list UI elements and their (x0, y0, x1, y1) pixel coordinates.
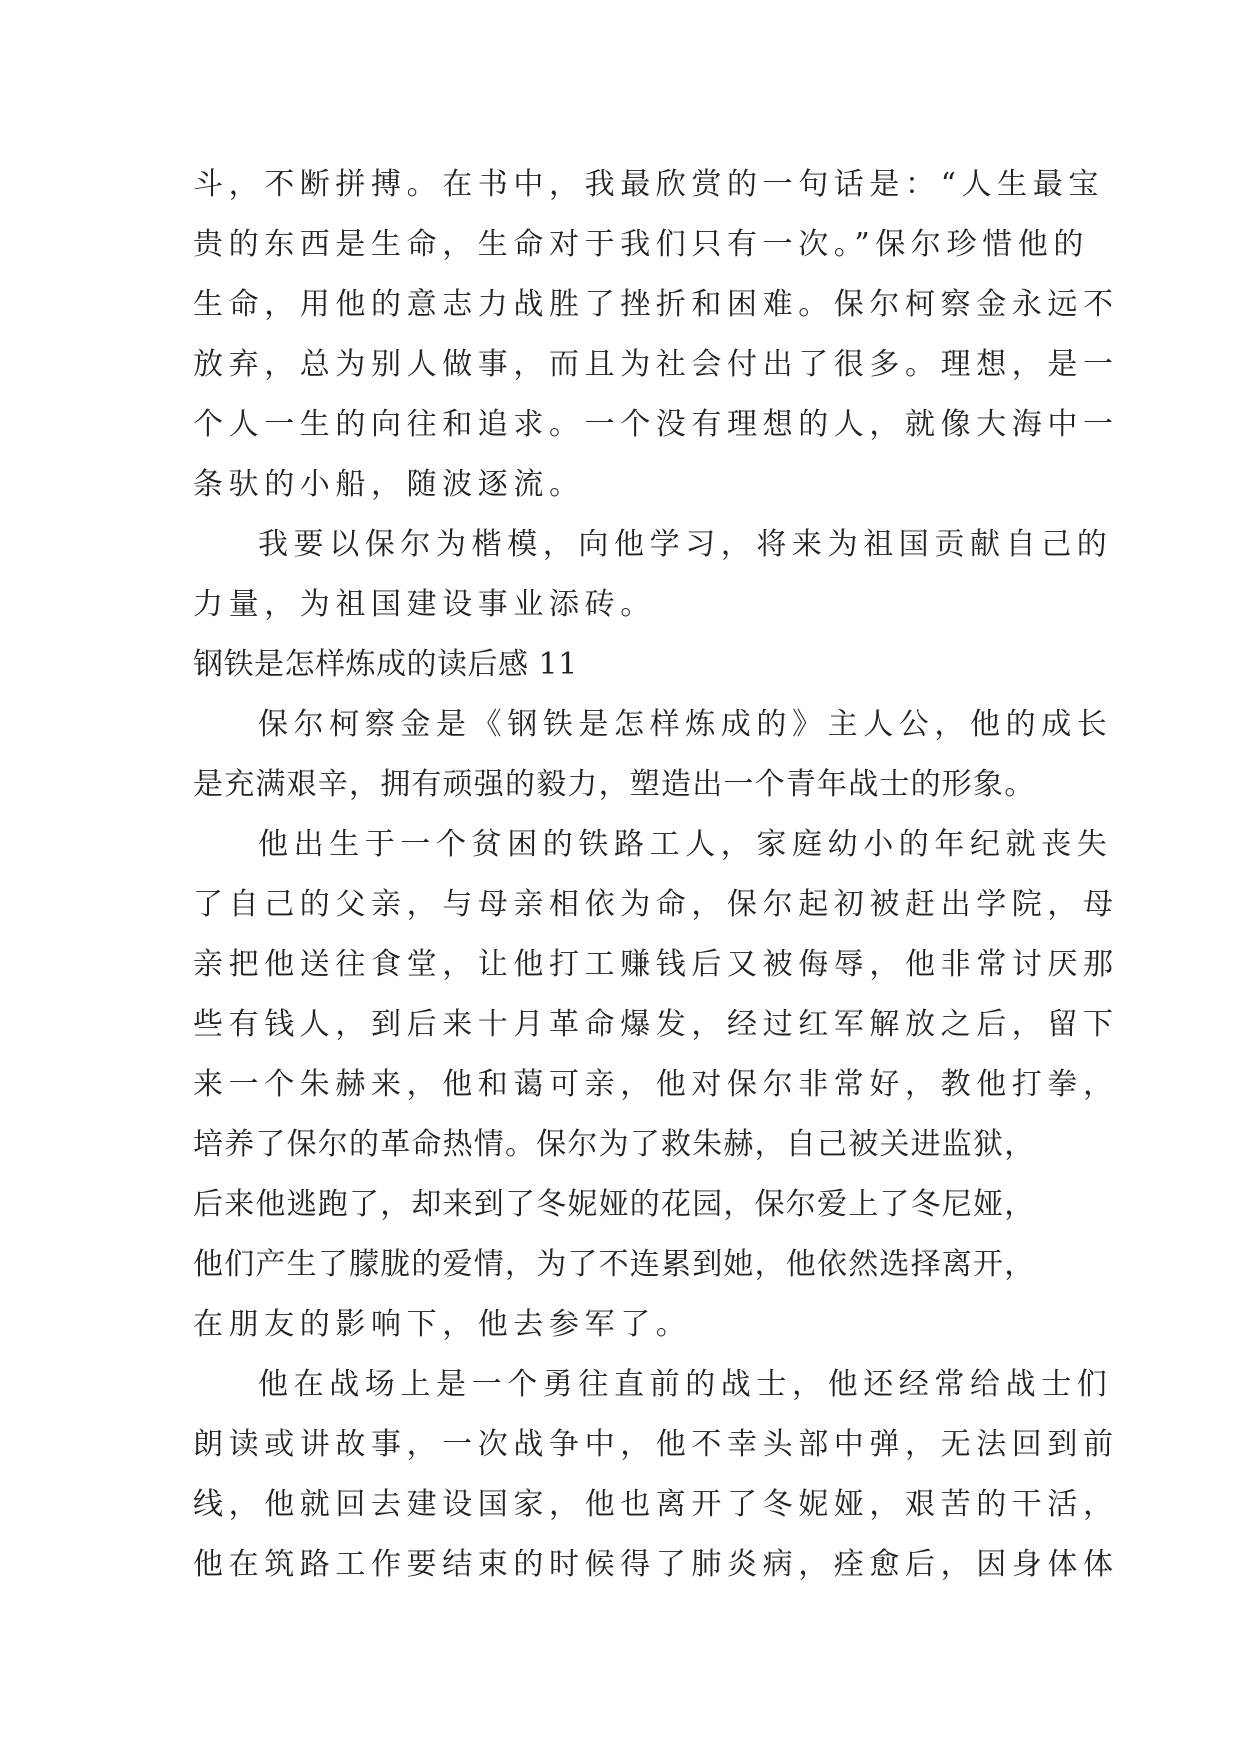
text-line: 贵的东西是生命，生命对于我们只有一次。”保尔珍惜他的 (193, 227, 1089, 262)
text-line: 斗，不断拼搏。在书中，我最欣赏的一句话是：“人生最宝 (193, 167, 1104, 202)
text-line: 放弃，总为别人做事，而且为社会付出了很多。理想，是一 (193, 347, 1119, 382)
paragraph-childhood (193, 815, 1119, 1355)
text-line: 我要以保尔为楷模，向他学习，将来为祖国贡献自己的 (258, 527, 1113, 562)
text-line: 他出生于一个贫困的铁路工人，家庭幼小的年纪就丧失 (258, 827, 1113, 862)
text-line: 个人一生的向往和追求。一个没有理想的人，就像大海中一 (193, 407, 1119, 442)
text-line: 他在筑路工作要结束的时候得了肺炎病，痊愈后，因身体体 (193, 1547, 1119, 1582)
text-line: 力量，为祖国建设事业添砖。 (193, 587, 656, 622)
paragraph-battlefield (193, 1355, 1119, 1595)
text-line: 条驮的小船，随波逐流。 (193, 467, 585, 502)
text-line: 他在战场上是一个勇往直前的战士，他还经常给战士们 (258, 1367, 1113, 1402)
paragraph-conclusion (193, 515, 1113, 635)
text-line: 些有钱人，到后来十月革命爆发，经过红军解放之后，留下 (193, 1007, 1119, 1042)
text-line: 培养了保尔的革命热情。保尔为了救朱赫，自己被关进监狱， (193, 1127, 1036, 1162)
text-line: 线，他就回去建设国家，他也离开了冬妮娅，艰苦的干活， (193, 1487, 1119, 1522)
text-line: 在朋友的影响下，他去参军了。 (193, 1307, 692, 1342)
text-line: 保尔柯察金是《钢铁是怎样炼成的》主人公，他的成长 (258, 707, 1113, 742)
section-heading: 钢铁是怎样炼成的读后感 11 (193, 647, 578, 682)
text-line: 来一个朱赫来，他和蔼可亲，他对保尔非常好，教他打拳， (193, 1067, 1119, 1102)
paragraph-intro (193, 695, 1113, 815)
paragraph-continuation (193, 155, 1119, 515)
text-line: 生命，用他的意志力战胜了挫折和困难。保尔柯察金永远不 (193, 287, 1119, 322)
text-line: 亲把他送往食堂，让他打工赚钱后又被侮辱，他非常讨厌那 (193, 947, 1119, 982)
text-line: 他们产生了朦胧的爱情，为了不连累到她，他依然选择离开， (193, 1247, 1036, 1282)
text-line: 后来他逃跑了，却来到了冬妮娅的花园，保尔爱上了冬尼娅， (193, 1187, 1036, 1222)
document-page (193, 155, 1119, 1595)
text-line: 是充满艰辛，拥有顽强的毅力，塑造出一个青年战士的形象。 (193, 767, 1036, 802)
text-line: 朗读或讲故事，一次战争中，他不幸头部中弹，无法回到前 (193, 1427, 1119, 1462)
text-line: 了自己的父亲，与母亲相依为命，保尔起初被赶出学院，母 (193, 887, 1119, 922)
